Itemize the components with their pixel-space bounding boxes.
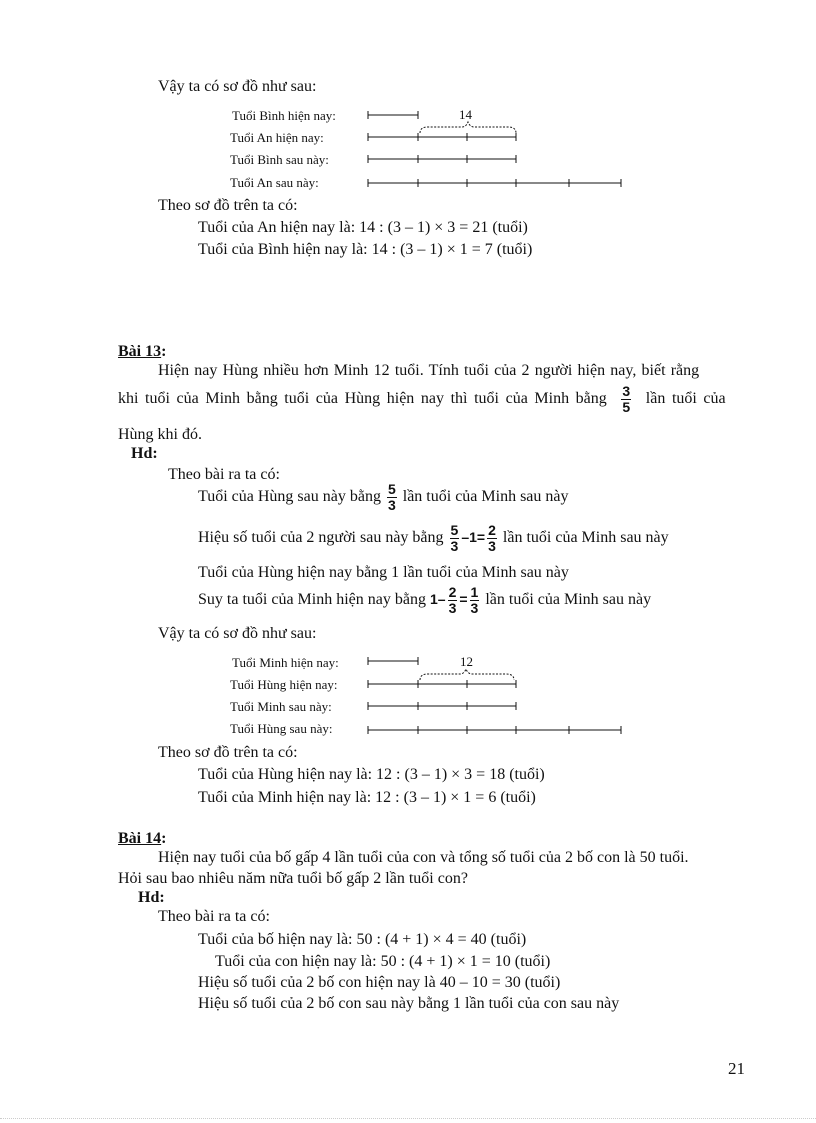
hint-label-13: Hd: bbox=[131, 445, 158, 462]
problem-13-line2: khi tuổi của Minh bằng tuổi của Hùng hiện nay thì tuổi của Minh bằng $\frac{3}{5}$ lần tuổi của bbox=[118, 382, 726, 415]
fraction-2-3: $\frac{2}{3}$ bbox=[488, 521, 496, 554]
fraction-3-5: $\frac{3}{5}$ bbox=[622, 382, 631, 415]
diagram2-brace-label: 12 bbox=[460, 654, 473, 669]
hint-14-line2: Tuổi của con hiện nay là: 50 : (4 + 1) × 1 = 10 (tuổi) bbox=[215, 953, 551, 970]
diagram2-label-hung-now: Tuổi Hùng hiện nay: bbox=[230, 677, 338, 692]
number-one: 1 bbox=[469, 529, 477, 545]
hint-13-line3: Tuổi của Hùng hiện nay bằng 1 lần tuổi của Minh sau này bbox=[198, 564, 569, 581]
diagram1-label-an-now: Tuổi An hiện nay: bbox=[230, 130, 324, 145]
fraction-5-3: $\frac{5}{3}$ bbox=[387, 480, 396, 513]
result-line-hung: Tuổi của Hùng hiện nay là: 12 : (3 – 1) × 3 = 18 (tuổi) bbox=[198, 766, 545, 783]
diagram-intro-2: Vậy ta có sơ đồ như sau: bbox=[158, 625, 317, 642]
diagram2-label-hung-later: Tuổi Hùng sau này: bbox=[230, 721, 333, 736]
hint-14-intro: Theo bài ra ta có: bbox=[158, 908, 270, 925]
diagram1-brace-label: 14 bbox=[459, 107, 472, 122]
equals-sign: = bbox=[476, 529, 486, 545]
result-line-an: Tuổi của An hiện nay là: 14 : (3 – 1) × 3 = 21 (tuổi) bbox=[198, 219, 528, 236]
fraction-1-3: $\frac{1}{3}$ bbox=[470, 583, 479, 616]
problem-14-line1: Hiện nay tuổi của bố gấp 4 lần tuổi của con và tổng số tuổi của 2 bố con là 50 tuổi. bbox=[158, 849, 689, 866]
hint-14-line4: Hiệu số tuổi của 2 bố con sau này bằng 1 lần tuổi của con sau này bbox=[198, 995, 620, 1012]
diagram-intro-1: Vậy ta có sơ đồ như sau: bbox=[158, 78, 317, 95]
page-bottom-divider bbox=[0, 1118, 816, 1119]
problem-13-line3: Hùng khi đó. bbox=[118, 426, 202, 443]
diagram1-label-an-later: Tuổi An sau này: bbox=[230, 175, 319, 190]
from-diagram-1: Theo sơ đồ trên ta có: bbox=[158, 197, 298, 214]
problem-14-line2: Hỏi sau bao nhiêu năm nữa tuổi bố gấp 2 lần tuổi con? bbox=[118, 870, 468, 887]
hint-label-14: Hd: bbox=[138, 889, 165, 906]
hint-13-line1: Tuổi của Hùng sau này bằng $\frac{5}{3}$ lần tuổi của Minh sau này bbox=[198, 480, 569, 513]
diagram1-label-binh-now: Tuổi Bình hiện nay: bbox=[232, 108, 336, 123]
result-line-binh: Tuổi của Bình hiện nay là: 14 : (3 – 1) × 1 = 7 (tuổi) bbox=[198, 241, 533, 258]
diagram1-label-binh-later: Tuổi Bình sau này: bbox=[230, 152, 329, 167]
result-line-minh: Tuổi của Minh hiện nay là: 12 : (3 – 1) × 1 = 6 (tuổi) bbox=[198, 789, 536, 806]
hint-14-line3: Hiệu số tuổi của 2 bố con hiện nay là 40 – 10 = 30 (tuổi) bbox=[198, 974, 561, 991]
fraction-2-3: $\frac{2}{3}$ bbox=[448, 583, 457, 616]
equals-sign: = bbox=[459, 591, 468, 607]
page-number: 21 bbox=[728, 1059, 745, 1078]
hint-14-line1: Tuổi của bố hiện nay là: 50 : (4 + 1) × 4 = 40 (tuổi) bbox=[198, 931, 527, 948]
from-diagram-2: Theo sơ đồ trên ta có: bbox=[158, 744, 298, 761]
fraction-5-3: $\frac{5}{3}$ bbox=[450, 521, 459, 554]
diagram2-label-minh-now: Tuổi Minh hiện nay: bbox=[232, 655, 339, 670]
hint-13-line4: Suy ta tuổi của Minh hiện nay bằng 1– $\frac{2}{3}$ = $\frac{1}{3}$ lần tuổi của Minh sau này bbox=[198, 583, 652, 616]
minus-sign: – bbox=[437, 591, 446, 607]
hint-13-intro: Theo bài ra ta có: bbox=[168, 466, 280, 483]
problem-13-line1: Hiện nay Hùng nhiều hơn Minh 12 tuổi. Tính tuổi của 2 người hiện nay, biết rằng bbox=[158, 362, 700, 379]
minus-sign: – bbox=[461, 529, 470, 545]
diagram2-label-minh-later: Tuổi Minh sau này: bbox=[230, 699, 332, 714]
problem-13-heading: Bài 13: bbox=[118, 343, 167, 360]
number-one: 1 bbox=[429, 591, 438, 607]
problem-14-heading: Bài 14: bbox=[118, 830, 167, 847]
hint-13-line2: Hiệu số tuổi của 2 người sau này bằng $\frac{5}{3}$ –1= $\frac{2}{3}$ lần tuổi của Minh sau này bbox=[198, 521, 669, 554]
